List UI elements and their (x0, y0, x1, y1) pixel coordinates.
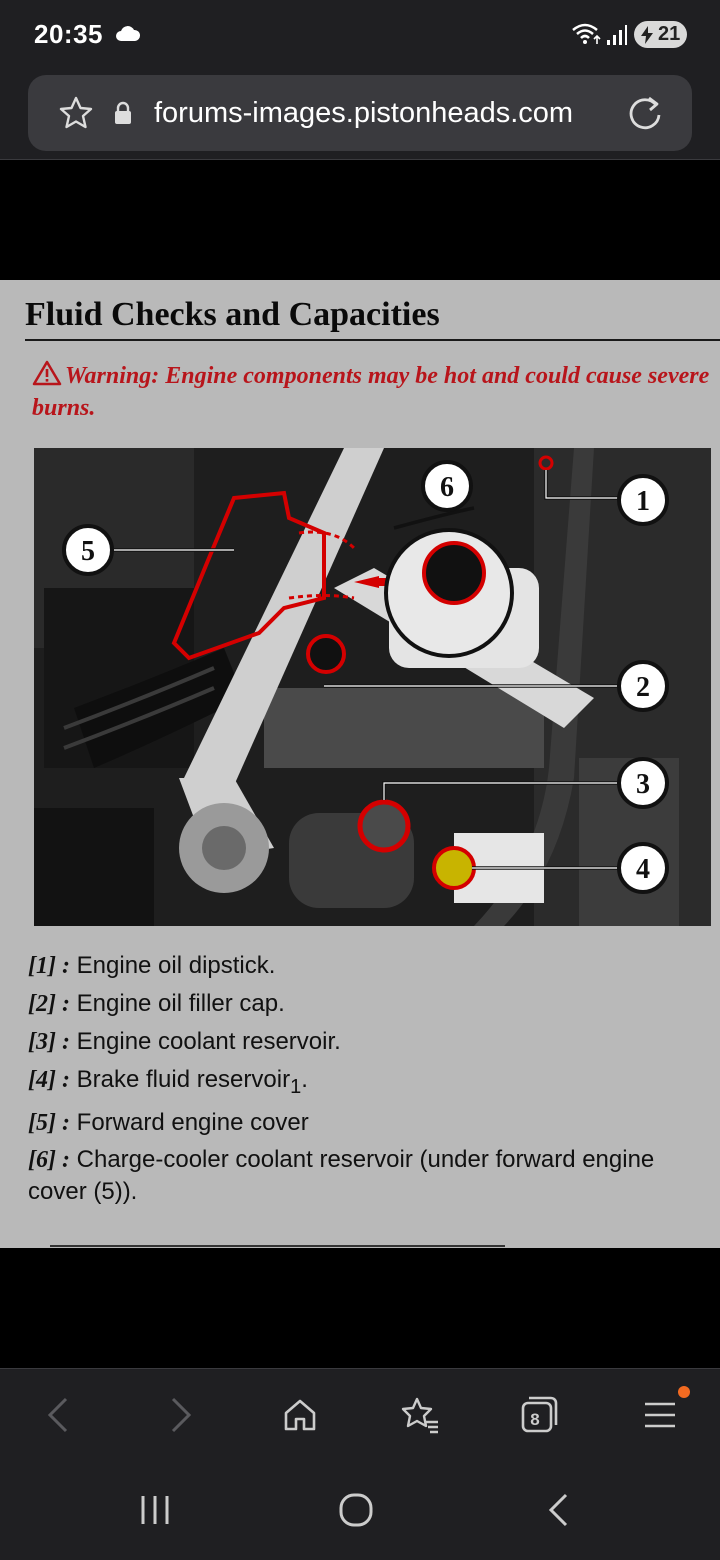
home-button[interactable] (275, 1389, 325, 1441)
callout-3 (619, 759, 667, 807)
svg-text:4: 4 (636, 854, 650, 885)
svg-text:1: 1 (636, 486, 650, 517)
system-back-icon (546, 1492, 570, 1528)
warning-text: Warning: Engine components may be hot and could cause severe burns. (32, 363, 710, 421)
home-circle-icon (338, 1492, 374, 1528)
recents-icon (139, 1494, 171, 1526)
recents-button[interactable] (125, 1488, 185, 1532)
back-button[interactable] (33, 1389, 83, 1441)
callout-4 (619, 844, 667, 892)
menu-button[interactable] (635, 1389, 685, 1441)
warning-notice (32, 360, 720, 424)
browser-bottom-bar (0, 1368, 720, 1460)
battery-charging-icon (639, 25, 655, 45)
callout-1 (619, 476, 667, 524)
callout-2 (619, 662, 667, 710)
legend-item-6: [6] : Charge-cooler coolant reservoir (under forward engine cover (5)). (28, 1146, 655, 1205)
callout-6 (423, 462, 471, 510)
svg-text:2: 2 (636, 672, 650, 703)
title-divider (25, 339, 720, 341)
cloud-icon (115, 24, 141, 42)
warning-triangle-icon (32, 360, 62, 386)
signal-icon (606, 24, 628, 46)
reload-icon[interactable] (625, 93, 665, 133)
wifi-icon (571, 22, 603, 46)
browser-toolbar (0, 70, 720, 160)
tab-count: 8 (530, 1410, 540, 1429)
legend-item-4: [4] : Brake fluid reservoir$_1$. (28, 1066, 308, 1098)
engine-bay-diagram (34, 448, 711, 926)
address-bar[interactable] (28, 75, 692, 151)
menu-notification-dot (678, 1386, 690, 1398)
legend-item-3: [3] : Engine coolant reservoir. (28, 1028, 341, 1055)
battery-level: 21 (658, 23, 681, 45)
status-bar (0, 0, 720, 70)
image-letterbox-bottom (0, 1248, 720, 1368)
menu-icon (643, 1400, 677, 1430)
callout-5 (64, 526, 112, 574)
svg-text:5: 5 (81, 536, 95, 567)
svg-text:6: 6 (440, 472, 454, 503)
legend-item-5: [5] : Forward engine cover (28, 1109, 309, 1136)
star-icon[interactable] (58, 95, 94, 131)
home-icon (282, 1397, 318, 1433)
back-icon (46, 1395, 70, 1435)
bookmarks-button[interactable] (395, 1389, 445, 1441)
bookmarks-icon (400, 1396, 440, 1434)
image-letterbox-top (0, 161, 720, 280)
forward-icon (169, 1395, 193, 1435)
system-navigation-bar (0, 1460, 720, 1560)
legend-item-2: [2] : Engine oil filler cap. (28, 990, 285, 1017)
battery-indicator (634, 21, 687, 48)
lock-icon (114, 101, 132, 125)
url-text[interactable]: forums-images.pistonheads.com (154, 97, 574, 129)
status-time: 20:35 (34, 19, 103, 49)
legend-item-1: [1] : Engine oil dipstick. (28, 952, 276, 979)
manual-page-image (0, 280, 720, 1248)
svg-text:3: 3 (636, 769, 650, 800)
page-title: Fluid Checks and Capacities (25, 296, 440, 333)
forward-button[interactable] (156, 1389, 206, 1441)
footer-divider (50, 1245, 505, 1247)
system-home-button[interactable] (326, 1488, 386, 1532)
tabs-button[interactable] (514, 1389, 564, 1441)
system-back-button[interactable] (528, 1488, 588, 1532)
